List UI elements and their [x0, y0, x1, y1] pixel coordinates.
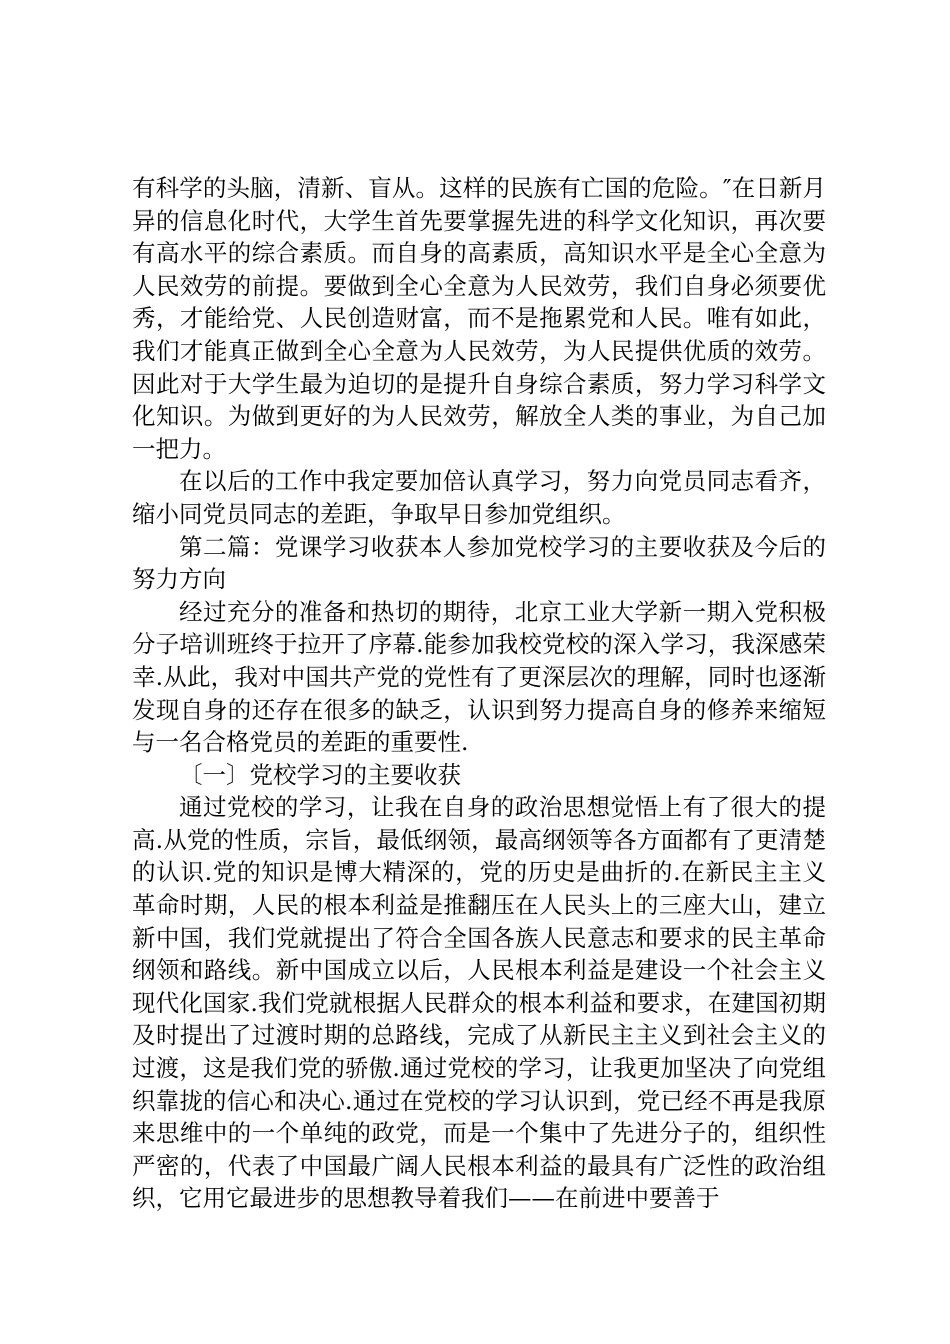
paragraph-main-gains: 通过党校的学习，让我在自身的政治思想觉悟上有了很大的提高.从党的性质，宗旨，最低纲领，最高纲领等各方面都有了更清楚的认识.党的知识是博大精深的，党的历史是曲折的.在新民主主义革命时期，人民的根本利益是推翻压在人民头上的三座大山，建立新中国，我们党就提出了符合全国各族人民意志和要求的民主革命纲领和路线。新中国成立以后，人民根本利益是建设一个社会主义现代化国家.我们党就根据人民群众的根本利益和要求，在建国初期及时提出了过渡时期的总路线，完成了从新民主主义到社会主义的过渡，这是我们党的骄傲.通过党校的学习，让我更加坚决了向党组织靠拢的信心和决心.通过在党校的学习认识到，党已经不再是我原来思维中的一个单纯的政党，而是一个集中了先进分子的，组织性严密的，代表了中国最广阔人民根本利益的最具有广泛性的政治组织，它用它最进步的思想教导着我们——在前进中要善于: [132, 793, 826, 1213]
paragraph-resolution: 在以后的工作中我定要加倍认真学习，努力向党员同志看齐，缩小同党员同志的差距，争取早日参加党组织。: [132, 467, 826, 528]
paragraph-introduction: 经过充分的准备和热切的期待，北京工业大学新一期入党积极分子培训班终于拉开了序幕.能参加我校党校的深入学习，我深感荣幸.从此，我对中国共产党的党性有了更深层次的理解，同时也逐渐发现自身的还存在很多的缺乏，认识到努力提高自身的修养来缩短与一名合格党员的差距的重要性.: [132, 597, 826, 757]
paragraph-continuation: 有科学的头脑，清新、盲从。这样的民族有亡国的危险。″在日新月异的信息化时代，大学生首先要掌握先进的科学文化知识，再次要有高水平的综合素质。而自身的高素质，高知识水平是全心全意为人民效劳的前提。要做到全心全意为人民效劳，我们自身必须要优秀，才能给党、人民创造财富，而不是拖累党和人民。唯有如此，我们才能真正做到全心全意为人民效劳，为人民提供优质的效劳。因此对于大学生最为迫切的是提升自身综合素质，努力学习科学文化知识。为做到更好的为人民效劳，解放全人类的事业，为自己加一把力。: [132, 174, 826, 463]
section-heading-part-two: 第二篇：党课学习收获本人参加党校学习的主要收获及今后的努力方向: [132, 532, 826, 594]
document-body: [132, 172, 826, 1215]
subsection-heading-main-gains: 〔一〕党校学习的主要收获: [179, 760, 461, 789]
